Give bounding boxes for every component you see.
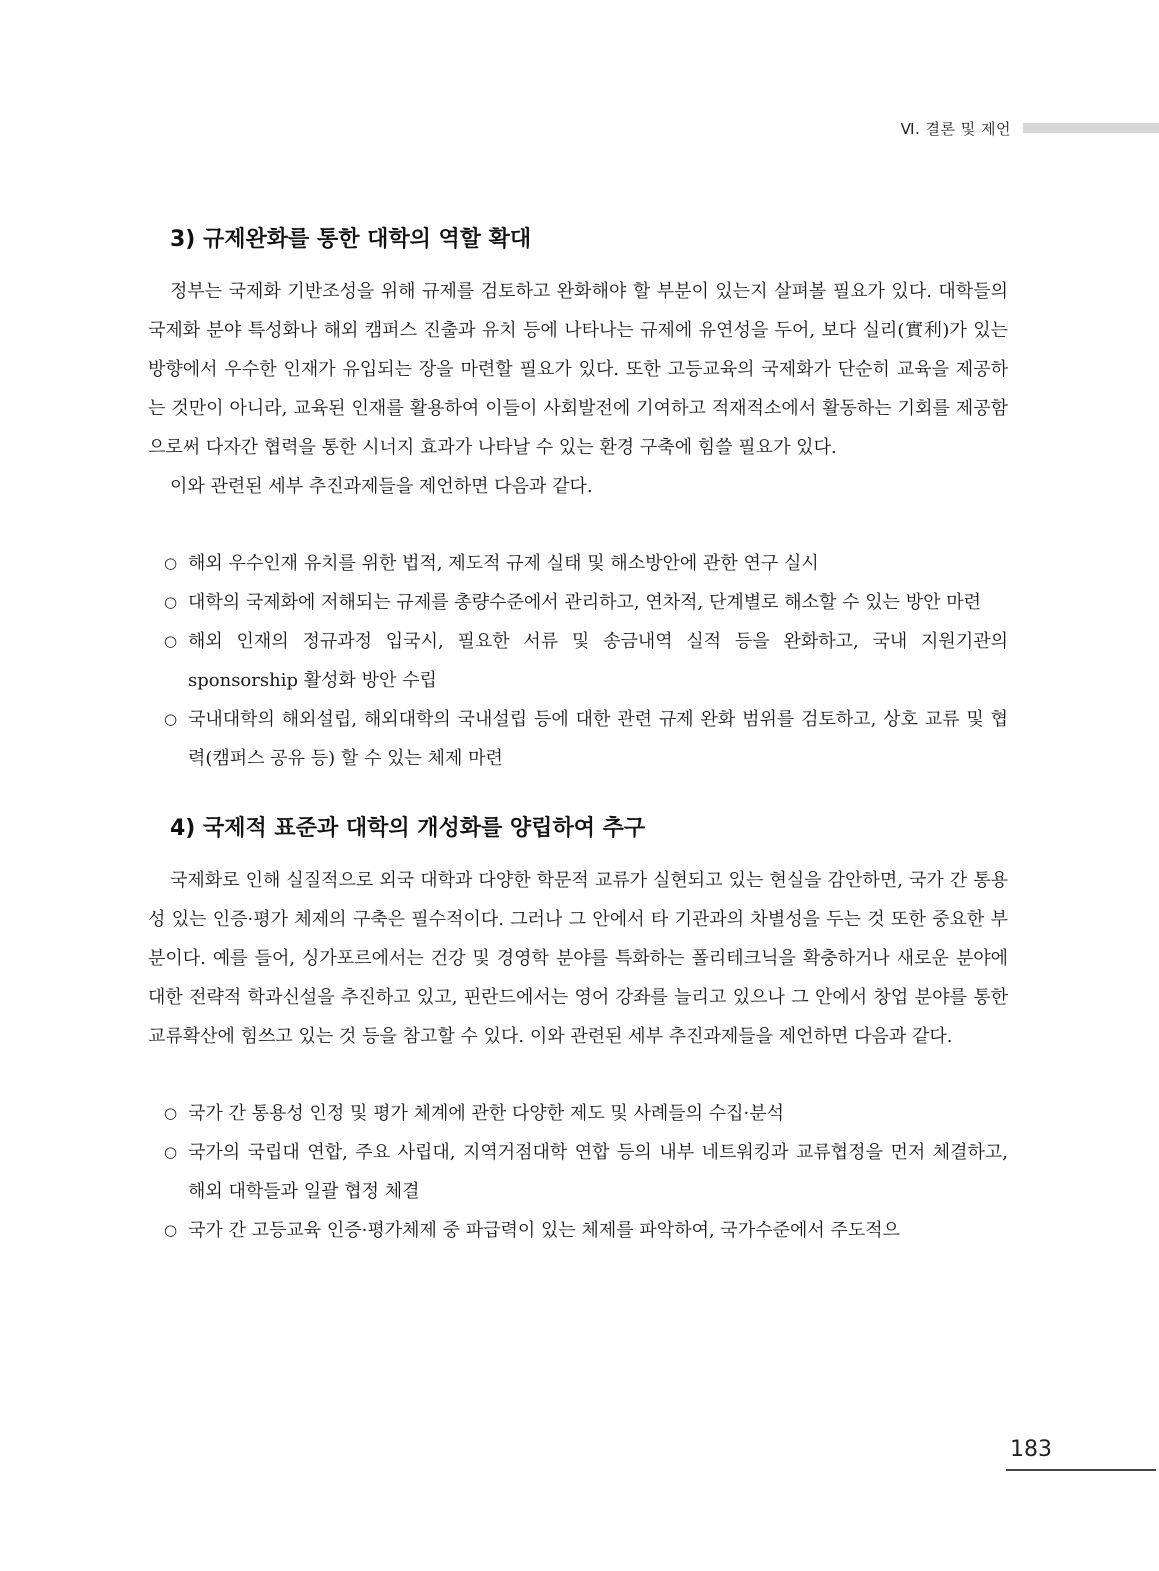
- section-title: 3) 규제완화를 통한 대학의 역할 확대: [170, 227, 532, 252]
- list-item-text: 국가 간 통용성 인정 및 평가 체계에 관한 다양한 제도 및 사례들의 수집·분석: [188, 1103, 785, 1124]
- section-4: [148, 811, 1008, 1250]
- list-item-text: 국가의 국립대 연합, 주요 사립대, 지역거점대학 연합 등의 내부 네트워킹과 교류협정을 먼저 체결하고, 해외 대학들과 일괄 협정 체결: [188, 1142, 1008, 1202]
- bullet-circle-icon: ○: [164, 1104, 178, 1122]
- bullet-list: [148, 1094, 1008, 1250]
- header-bar: [1023, 123, 1159, 133]
- bullet-circle-icon: ○: [164, 710, 178, 728]
- bullet-circle-icon: ○: [164, 1143, 178, 1161]
- body-paragraph: 국제화로 인해 실질적으로 외국 대학과 다양한 학문적 교류가 실현되고 있는 현실을 감안하면, 국가 간 통용성 있는 인증·평가 체제의 구축은 필수적이다. 그러나 그 안에서 타 기관과의 차별성을 두는 것 또한 중요한 부분이다. 예를 들어, 싱가포르에서는 건강 및 경영학 분야를 특화하는 폴리테크닉을 확충하거나 새로운 분야에 대한 전략적 학과신설을 추진하고 있고, 핀란드에서는 영어 강좌를 늘리고 있으나 그 안에서 창업 분야를 통한 교류확산에 힘쓰고 있는 것 등을 참고할 수 있다. 이와 관련된 세부 추진과제들을 제언하면 다음과 같다.: [148, 870, 1008, 1047]
- list-item: [148, 700, 1008, 778]
- page-content: [148, 222, 1008, 1250]
- list-item: [148, 1211, 1008, 1250]
- list-item: [148, 1094, 1008, 1133]
- chapter-title: Ⅵ. 결론 및 제언: [900, 119, 1011, 138]
- bullet-circle-icon: ○: [164, 554, 178, 572]
- list-item-text: 대학의 국제화에 저해되는 규제를 총량수준에서 관리하고, 연차적, 단계별로 해소할 수 있는 방안 마련: [188, 592, 982, 613]
- section-title: 4) 국제적 표준과 대학의 개성화를 양립하여 추구: [170, 816, 646, 841]
- list-item-text: 해외 우수인재 유치를 위한 법적, 제도적 규제 실태 및 해소방안에 관한 연구 실시: [188, 553, 819, 574]
- list-item: [148, 622, 1008, 700]
- list-item-text: 국내대학의 해외설립, 해외대학의 국내설립 등에 대한 관련 규제 완화 범위를 검토하고, 상호 교류 및 협력(캠퍼스 공유 등) 할 수 있는 체제 마련: [188, 709, 1008, 769]
- body-paragraph: 이와 관련된 세부 추진과제들을 제언하면 다음과 같다.: [170, 476, 593, 497]
- list-item: [148, 583, 1008, 622]
- body-paragraph: 정부는 국제화 기반조성을 위해 규제를 검토하고 완화해야 할 부분이 있는지 살펴볼 필요가 있다. 대학들의 국제화 분야 특성화나 해외 캠퍼스 진출과 유치 등에 나타나는 규제에 유연성을 두어, 보다 실리(實利)가 있는 방향에서 우수한 인재가 유입되는 장을 마련할 필요가 있다. 또한 고등교육의 국제화가 단순히 교육을 제공하는 것만이 아니라, 교육된 인재를 활용하여 이들이 사회발전에 기여하고 적재적소에서 활동하는 기회를 제공함으로써 다자간 협력을 통한 시너지 효과가 나타날 수 있는 환경 구축에 힘쓸 필요가 있다.: [148, 281, 1008, 458]
- page-number-rule: [1006, 1469, 1156, 1471]
- bullet-list: [148, 544, 1008, 778]
- section-3: [148, 222, 1008, 778]
- bullet-circle-icon: ○: [164, 593, 178, 611]
- running-header: [901, 117, 1159, 139]
- list-item-text: 국가 간 고등교육 인증·평가체제 중 파급력이 있는 체제를 파악하여, 국가수준에서 주도적으: [188, 1220, 901, 1241]
- page-number: 183: [1010, 1437, 1052, 1462]
- bullet-circle-icon: ○: [164, 1221, 178, 1239]
- list-item: [148, 544, 1008, 583]
- list-item: [148, 1133, 1008, 1211]
- list-item-text: 해외 인재의 정규과정 입국시, 필요한 서류 및 송금내역 실적 등을 완화하고, 국내 지원기관의 sponsorship 활성화 방안 수립: [188, 631, 1008, 691]
- bullet-circle-icon: ○: [164, 632, 178, 650]
